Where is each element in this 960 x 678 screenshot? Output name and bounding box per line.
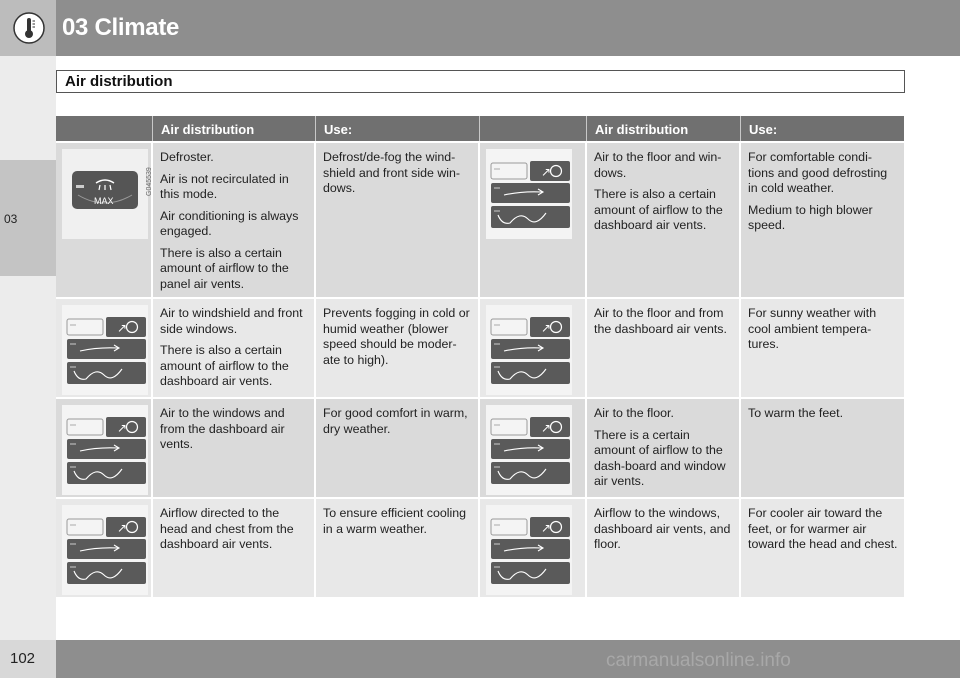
distribution-cell: [153, 299, 316, 397]
section-title: Air distribution: [65, 73, 173, 90]
watermark: carmanualsonline.info: [606, 650, 791, 671]
use-cell: [316, 299, 480, 397]
table-header: [56, 116, 904, 141]
use-cell: [316, 399, 480, 497]
distribution-text: There is also a certain amount of airflow to the dashboard air vents.: [160, 343, 289, 388]
distribution-text: There is a certain amount of airflow to the dash-board and window air vents.: [594, 427, 726, 488]
use-cell: [741, 143, 904, 297]
chapter-icon-box: [0, 0, 56, 56]
use-cell: [741, 499, 904, 597]
distribution-cell: [587, 299, 741, 397]
image-cell: [480, 299, 587, 397]
windshield-panel-image: [62, 305, 148, 395]
dashboard-panel-image: [62, 505, 148, 595]
distribution-text: Air to the floor.: [594, 406, 674, 420]
use-text: Defrost/de-fog the wind-shield and front side win-dows.: [323, 150, 461, 195]
distribution-cell: [587, 143, 741, 297]
use-text: For good comfort in warm, dry weather.: [323, 406, 468, 436]
table-row: [56, 297, 904, 397]
header-use-left: Use:: [316, 116, 480, 141]
distribution-text: Airflow to the windows, dashboard air vents, and floor.: [594, 506, 731, 551]
use-text: For comfortable condi-tions and good defrosting in cold weather.: [748, 150, 888, 195]
distribution-cell: [587, 499, 741, 597]
header-air-distribution-left: Air distribution: [153, 116, 316, 141]
image-cell: [480, 399, 587, 497]
chapter-title: 03 Climate: [62, 14, 180, 41]
distribution-text: There is also a certain amount of airflow to the dashboard air vents.: [594, 187, 723, 232]
page-number: 102: [10, 650, 36, 667]
distribution-cell: [153, 499, 316, 597]
distribution-text: There is also a certain amount of airflow to the panel air vents.: [160, 245, 289, 291]
use-text: For cooler air toward the feet, or for warmer air toward the head and chest.: [748, 506, 898, 551]
windows-dashboard-floor-panel-image: [486, 505, 572, 595]
use-text: Medium to high blower speed.: [748, 202, 873, 232]
distribution-text: Air to the floor and from the dashboard air vents.: [594, 306, 727, 336]
use-text: To warm the feet.: [748, 406, 844, 420]
distribution-text: Air to windshield and front side windows.: [160, 306, 303, 336]
distribution-cell: [153, 143, 316, 297]
max-label: MAX: [94, 196, 114, 206]
image-cell: [480, 499, 587, 597]
thermometer-icon: [13, 12, 45, 44]
distribution-cell: [153, 399, 316, 497]
floor-dashboard-panel-image: [486, 305, 572, 395]
distribution-text: Air conditioning is always engaged.: [160, 208, 299, 238]
use-cell: [741, 399, 904, 497]
use-text: For sunny weather with cool ambient tempera-tures.: [748, 306, 877, 351]
table-row: [56, 497, 904, 597]
header-image-col: [56, 116, 153, 141]
left-margin-bar: [0, 56, 56, 678]
defroster-button-image: [62, 149, 148, 239]
use-text: Prevents fogging in cold or humid weather (blower speed should be moder-ate to high).: [323, 306, 470, 367]
header-air-distribution-right: Air distribution: [587, 116, 741, 141]
distribution-text: Defroster.: [160, 150, 214, 164]
distribution-text: Air to the floor and win-dows.: [594, 150, 722, 180]
table-row: [56, 397, 904, 497]
use-cell: [316, 143, 480, 297]
use-text: To ensure efficient cooling in a warm weather.: [323, 506, 467, 536]
floor-windows-panel-image: [486, 149, 572, 239]
table-row: [56, 141, 904, 297]
image-cell: [56, 143, 153, 297]
chapter-number: 03: [4, 212, 18, 226]
image-cell: [56, 299, 153, 397]
figure-code: G045539: [146, 167, 153, 196]
distribution-cell: [587, 399, 741, 497]
use-cell: [316, 499, 480, 597]
use-cell: [741, 299, 904, 397]
distribution-text: Air to the windows and from the dashboard air vents.: [160, 406, 285, 451]
image-cell: [56, 399, 153, 497]
air-distribution-table: [56, 116, 904, 597]
image-cell: [56, 499, 153, 597]
floor-panel-image: [486, 405, 572, 495]
header-use-right: Use:: [749, 122, 778, 137]
section-heading-box: [56, 70, 905, 93]
image-cell: [480, 143, 587, 297]
distribution-text: Air is not recirculated in this mode.: [160, 171, 289, 201]
page-footer: [0, 640, 960, 678]
chapter-header: [0, 0, 960, 56]
header-image-col-right: [480, 116, 587, 141]
windows-dashboard-panel-image: [62, 405, 148, 495]
distribution-text: Airflow directed to the head and chest from the dashboard air vents.: [160, 506, 294, 551]
